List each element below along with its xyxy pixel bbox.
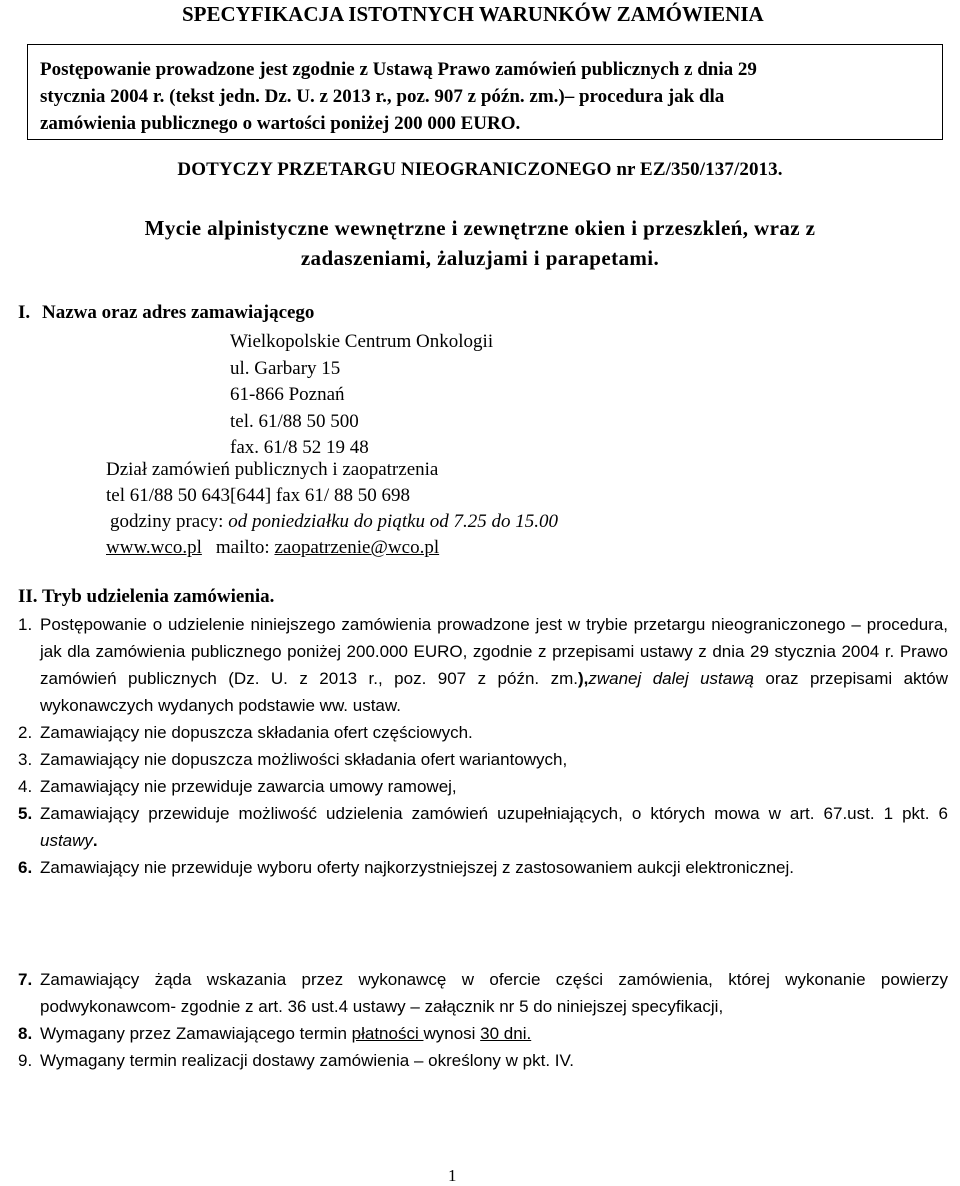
order-subject: [0, 213, 960, 273]
subject-line: Mycie alpinistyczne wewnętrzne i zewnętrzne okien i przeszkleń, wraz z: [144, 216, 816, 240]
department-name: Dział zamówień publicznych i zaopatrzenia: [106, 459, 439, 480]
tender-reference: DOTYCZY PRZETARGU NIEOGRANICZONEGO nr EZ/350/137/2013.: [177, 159, 783, 180]
list-item: [18, 611, 948, 719]
page-number: 1: [448, 1166, 457, 1185]
item-text: Zamawiający żąda wskazania przez wykonawcę w ofercie części zamówienia, której wykonanie powierzy podwykonawcom- zgodnie z art. 36 ust.4 ustawy – załącznik nr 5 do niniejszej specyfikacji,: [40, 970, 948, 1016]
item-number: 7.: [18, 970, 33, 989]
list-item: [18, 966, 948, 1020]
legal-basis-line: zamówienia publicznego o wartości poniżej 200 000 EURO.: [40, 113, 521, 134]
item-number: 2.: [18, 723, 33, 742]
email-link[interactable]: zaopatrzenie@wco.pl: [274, 537, 440, 558]
item-text-underlined: 30 dni.: [480, 1024, 532, 1043]
contracting-authority-address: [230, 329, 493, 462]
item-number: 3.: [18, 750, 33, 769]
item-number: 4.: [18, 777, 33, 796]
authority-name: Wielkopolskie Centrum Onkologii: [230, 331, 494, 352]
item-text: Zamawiający nie dopuszcza możliwości składania ofert wariantowych,: [40, 750, 568, 769]
website-link[interactable]: www.wco.pl: [106, 537, 202, 558]
item-text: Postępowanie o udzielenie niniejszego zamówienia prowadzone jest w trybie przetargu nieograniczonego – procedura, jak dla zamówienia publicznego poniżej 200.000 EURO, zgodnie z przepisami ustawy z dnia 29 stycznia 2004 r. Prawo zamówień publicznych (Dz. U. z 2013 r., poz. 907 z późn. zm.: [40, 615, 948, 688]
document-title: SPECYFIKACJA ISTOTNYCH WARUNKÓW ZAMÓWIENIA: [182, 2, 764, 26]
list-item: [18, 719, 948, 746]
list-item: [18, 854, 948, 881]
item-text: Zamawiający przewiduje możliwość udzielenia zamówień uzupełniających, o których mowa w art. 67.ust. 1 pkt. 6: [40, 804, 948, 823]
item-number: 1.: [18, 615, 33, 634]
legal-basis-box: [27, 44, 943, 140]
authority-street: ul. Garbary 15: [230, 357, 341, 379]
web-contact: [106, 535, 558, 561]
procedure-list: [18, 611, 948, 881]
section-title: Nazwa oraz adres zamawiającego: [42, 302, 315, 323]
section-heading-2: [18, 586, 274, 608]
list-item: [18, 746, 948, 773]
item-number: 6.: [18, 858, 33, 877]
item-text: Wymagany termin realizacji dostawy zamówienia – określony w pkt. IV.: [40, 1051, 574, 1070]
item-text: oraz przepisami aktów wykonawczych wydanych podstawie ww. ustaw.: [40, 669, 949, 715]
item-text-bold: ),: [577, 669, 589, 688]
authority-phone: tel. 61/88 50 500: [230, 410, 359, 432]
department-contact: tel 61/88 50 643[644] fax 61/ 88 50 698: [106, 485, 410, 506]
item-number: 5.: [18, 804, 33, 823]
item-text: Zamawiający nie dopuszcza składania ofert częściowych.: [40, 723, 473, 742]
item-text-underlined: płatności: [351, 1024, 424, 1043]
procurement-department: [106, 457, 558, 561]
section-number: II.: [18, 586, 38, 607]
item-text-bold: .: [92, 831, 98, 850]
section-number: I.: [18, 302, 31, 323]
list-item: [18, 1047, 948, 1074]
subject-line: zadaszeniami, żaluzjami i parapetami.: [300, 246, 660, 270]
item-text: Zamawiający nie przewiduje wyboru oferty najkorzystniejszej z zastosowaniem aukcji elektronicznej.: [40, 858, 794, 877]
authority-city: 61-866 Poznań: [230, 384, 345, 405]
office-hours-label: godziny pracy:: [110, 511, 224, 532]
office-hours-value: od poniedziałku do piątku od 7.25 do 15.00: [228, 511, 559, 532]
legal-basis-line: stycznia 2004 r. (tekst jedn. Dz. U. z 2013 r., poz. 907 z późn. zm.)– procedura jak dla: [40, 86, 725, 107]
section-heading-1: [18, 302, 314, 324]
item-number: 8.: [18, 1024, 33, 1043]
procedure-list-continued: [18, 966, 948, 1074]
item-text: Zamawiający nie przewiduje zawarcia umowy ramowej,: [40, 777, 457, 796]
item-text-italic: zwanej dalej ustawą: [588, 669, 754, 688]
item-text: wynosi: [423, 1024, 481, 1043]
item-number: 9.: [18, 1051, 33, 1070]
list-item: [18, 773, 948, 800]
list-item: [18, 800, 948, 854]
authority-fax: fax. 61/8 52 19 48: [230, 437, 369, 458]
section-title: Tryb udzielenia zamówienia.: [42, 586, 275, 607]
item-text: Wymagany przez Zamawiającego termin: [40, 1024, 352, 1043]
legal-basis-line: Postępowanie prowadzone jest zgodnie z Ustawą Prawo zamówień publicznych z dnia 29: [40, 59, 757, 80]
mailto-label: mailto:: [215, 537, 270, 558]
list-item: [18, 1020, 948, 1047]
item-text-italic: ustawy: [40, 831, 93, 850]
office-hours: [106, 509, 558, 535]
